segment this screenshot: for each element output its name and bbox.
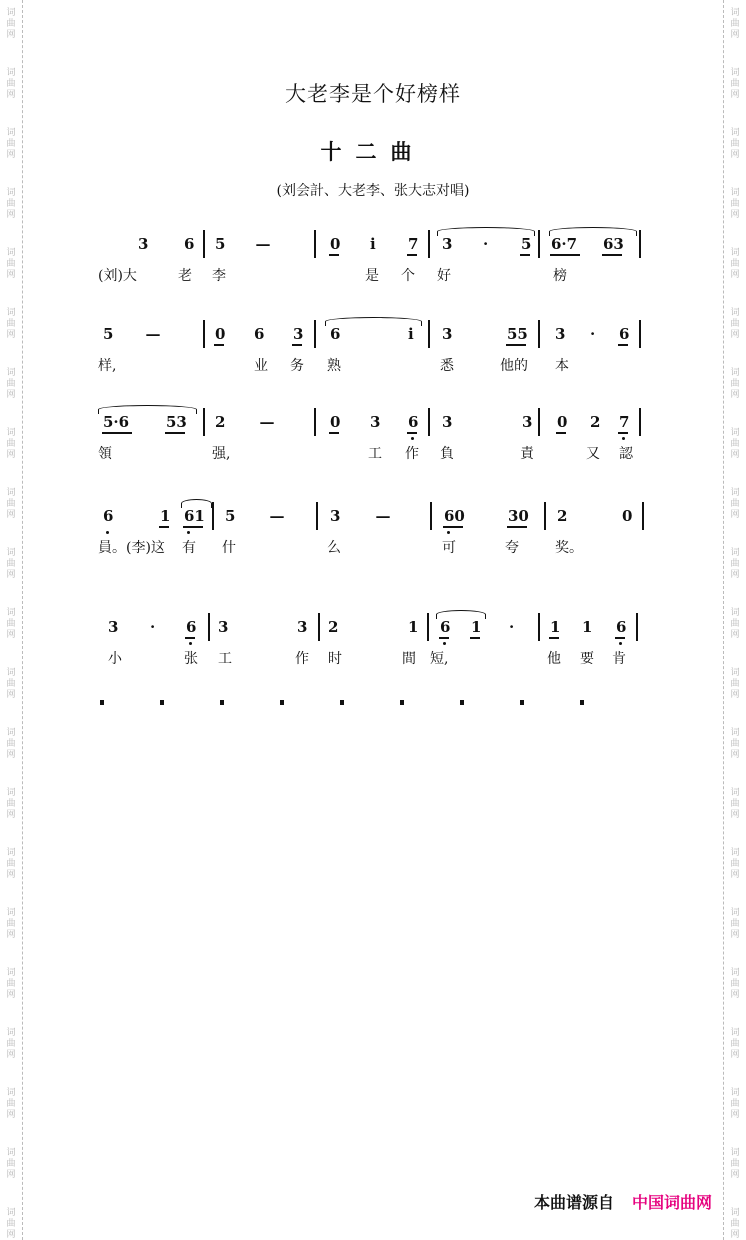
note: 3: [442, 325, 453, 343]
lower-dot: [106, 531, 109, 534]
slur: [436, 610, 486, 619]
barline: [639, 230, 641, 258]
note: 7: [408, 235, 419, 253]
lyric: (刘)大: [98, 268, 137, 284]
watermark-text: 词 曲 网: [6, 788, 16, 820]
note: 5·6: [103, 413, 130, 431]
underline: [102, 432, 132, 434]
note: 7: [619, 413, 630, 431]
slur: [181, 499, 212, 508]
lyric: 时: [328, 651, 342, 667]
lyric: 工: [218, 651, 232, 667]
note: i: [370, 235, 376, 253]
performers-note: (刘会計、大老李、张大志对唱): [276, 183, 470, 199]
barline: [212, 502, 214, 530]
lower-dot: [619, 642, 622, 645]
note: 6: [330, 325, 341, 343]
barline: [203, 408, 205, 436]
note: 5: [215, 235, 226, 253]
note: 1: [471, 618, 482, 636]
lower-dot: [443, 642, 446, 645]
watermark-text: 词 曲 网: [730, 68, 740, 100]
lower-dot: [447, 531, 450, 534]
watermark-text: 词 曲 网: [730, 248, 740, 280]
barline: [428, 320, 430, 348]
lyric: 夸: [505, 540, 519, 556]
barline: [203, 230, 205, 258]
underline: [602, 254, 622, 256]
lyric: 有: [182, 540, 196, 556]
watermark-text: 词 曲 网: [6, 848, 16, 880]
note: 0: [557, 413, 568, 431]
lyric: 肯: [612, 651, 626, 667]
watermark-text: 词 曲 网: [730, 128, 740, 160]
dash-note: —: [255, 235, 271, 253]
underline: [165, 432, 185, 434]
watermark-text: 词 曲 网: [6, 488, 16, 520]
lyric: 好: [437, 268, 451, 284]
note: 6: [103, 507, 114, 525]
barline: [208, 613, 210, 641]
underline: [407, 254, 417, 256]
lyric: 业: [254, 358, 268, 374]
lower-dot: [622, 437, 625, 440]
note: 6: [408, 413, 419, 431]
note: 53: [166, 413, 187, 431]
note: 6: [184, 235, 195, 253]
lyric: 个: [401, 268, 415, 284]
note: 1: [550, 618, 561, 636]
note: ·: [150, 618, 156, 636]
barline: [636, 613, 638, 641]
dash-note: —: [269, 507, 285, 525]
barline: [314, 230, 316, 258]
lower-dot: [187, 531, 190, 534]
note: 3: [108, 618, 119, 636]
watermark-text: 词 曲 网: [730, 1088, 740, 1120]
underline: [214, 344, 224, 346]
watermark-text: 词 曲 网: [6, 1148, 16, 1180]
note: 5: [521, 235, 532, 253]
watermark-text: 词 曲 网: [6, 188, 16, 220]
note: 3: [218, 618, 229, 636]
underline: [556, 432, 566, 434]
underline: [506, 344, 526, 346]
watermark-text: 词 曲 网: [6, 1028, 16, 1060]
note: 3: [293, 325, 304, 343]
note: 3: [442, 235, 453, 253]
barline: [639, 320, 641, 348]
lower-dot: [411, 437, 414, 440]
watermark-text: 词 曲 网: [6, 1208, 16, 1240]
barline: [544, 502, 546, 530]
underline: [549, 637, 559, 639]
barline: [538, 408, 540, 436]
dash-note: —: [375, 507, 391, 525]
watermark-text: 词 曲 网: [6, 128, 16, 160]
lyric: 責: [520, 446, 534, 462]
note: 60: [444, 507, 465, 525]
note: 30: [508, 507, 529, 525]
lyric: 短,: [430, 651, 449, 667]
barline: [642, 502, 644, 530]
watermark-text: 词 曲 网: [730, 1208, 740, 1240]
watermark-text: 词 曲 网: [730, 548, 740, 580]
watermark-text: 词 曲 网: [730, 608, 740, 640]
watermark-text: 词 曲 网: [6, 308, 16, 340]
note: 6·7: [551, 235, 578, 253]
source-site-link[interactable]: 中国词曲网: [631, 1193, 712, 1212]
note: 0: [622, 507, 633, 525]
lyric: 作: [295, 651, 309, 667]
dash-note: —: [259, 413, 275, 431]
note: 1: [160, 507, 171, 525]
watermark-text: 词 曲 网: [6, 608, 16, 640]
barline: [428, 230, 430, 258]
lyric: 榜: [553, 268, 567, 284]
lyric: 奖。: [555, 540, 583, 556]
watermark-text: 词 曲 网: [730, 428, 740, 460]
note: 6: [440, 618, 451, 636]
watermark-text: 词 曲 网: [6, 668, 16, 700]
lyric: 作: [405, 446, 419, 462]
tune-name: 十二曲: [320, 139, 426, 164]
note: 0: [330, 235, 341, 253]
lyric: 可: [442, 540, 456, 556]
underline: [520, 254, 530, 256]
lyric: 本: [555, 358, 569, 374]
note: 0: [215, 325, 226, 343]
watermark-text: 词 曲 网: [730, 1028, 740, 1060]
watermark-text: 词 曲 网: [730, 728, 740, 760]
slur: [98, 405, 197, 414]
note: 3: [138, 235, 149, 253]
lyric: 老: [178, 268, 192, 284]
lyric: 他的: [500, 358, 528, 374]
note: ·: [509, 618, 515, 636]
watermark-text: 词 曲 网: [730, 368, 740, 400]
barline: [538, 320, 540, 348]
note: 2: [215, 413, 226, 431]
note: 61: [184, 507, 205, 525]
watermark-text: 词 曲 网: [730, 668, 740, 700]
barline: [318, 613, 320, 641]
barline: [314, 320, 316, 348]
underline: [618, 344, 628, 346]
watermark-text: 词 曲 网: [730, 8, 740, 40]
watermark-text: 词 曲 网: [6, 968, 16, 1000]
source-label: 本曲谱源自: [533, 1193, 614, 1212]
source-credit: [534, 1190, 712, 1213]
barline: [639, 408, 641, 436]
dash-note: —: [145, 325, 161, 343]
note: 55: [507, 325, 528, 343]
watermark-text: 词 曲 网: [730, 788, 740, 820]
slur: [325, 317, 422, 326]
barline: [203, 320, 205, 348]
note: 1: [408, 618, 419, 636]
lyric: 又: [586, 446, 600, 462]
lyric: 要: [580, 651, 594, 667]
lyric: 工: [368, 446, 382, 462]
lyric: 小: [108, 651, 122, 667]
note: 3: [522, 413, 533, 431]
watermark-text: 词 曲 网: [6, 548, 16, 580]
lyric: 样,: [98, 358, 117, 374]
note: 3: [370, 413, 381, 431]
watermark-text: 词 曲 网: [6, 728, 16, 760]
barline: [538, 230, 540, 258]
slur: [437, 227, 535, 236]
lyric: 李: [212, 268, 226, 284]
note: 63: [603, 235, 624, 253]
barline: [427, 613, 429, 641]
watermark-text: 词 曲 网: [6, 908, 16, 940]
note: 6: [254, 325, 265, 343]
lyric: 員。(李)这: [98, 540, 165, 556]
note: 2: [328, 618, 339, 636]
note: 5: [225, 507, 236, 525]
lyric: 悉: [440, 358, 454, 374]
underline: [443, 526, 463, 528]
watermark-text: 词 曲 网: [730, 908, 740, 940]
note: 5: [103, 325, 114, 343]
lyric: 强,: [212, 446, 231, 462]
note: 3: [297, 618, 308, 636]
watermark-text: 词 曲 网: [730, 968, 740, 1000]
lyric: 么: [327, 540, 341, 556]
watermark-text: 词 曲 网: [6, 368, 16, 400]
note: 1: [582, 618, 593, 636]
lyric: 务: [290, 358, 304, 374]
underline: [292, 344, 302, 346]
watermark-text: 词 曲 网: [6, 248, 16, 280]
watermark-text: 词 曲 网: [6, 68, 16, 100]
note: 2: [590, 413, 601, 431]
song-title: 大老李是个好榜样: [285, 82, 461, 106]
underline: [618, 432, 628, 434]
watermark-text: 词 曲 网: [6, 1088, 16, 1120]
underline: [615, 637, 625, 639]
watermark-text: 词 曲 网: [730, 1148, 740, 1180]
barline: [316, 502, 318, 530]
note: 3: [330, 507, 341, 525]
slur: [549, 227, 637, 236]
barline: [538, 613, 540, 641]
watermark-text: 词 曲 网: [730, 848, 740, 880]
lyric: 熟: [327, 358, 341, 374]
note: 3: [555, 325, 566, 343]
underline: [470, 637, 480, 639]
watermark-text: 词 曲 网: [730, 188, 740, 220]
note: 2: [557, 507, 568, 525]
lyric: 什: [222, 540, 236, 556]
underline: [439, 637, 449, 639]
note: ·: [590, 325, 596, 343]
underline: [407, 432, 417, 434]
watermark-text: 词 曲 网: [730, 488, 740, 520]
note: 0: [330, 413, 341, 431]
underline: [329, 254, 339, 256]
barline: [428, 408, 430, 436]
underline: [183, 526, 203, 528]
lyric: 是: [365, 268, 379, 284]
underline: [507, 526, 527, 528]
lyric: 他: [547, 651, 561, 667]
note: i: [408, 325, 414, 343]
note: 6: [619, 325, 630, 343]
underline: [329, 432, 339, 434]
note: 6: [616, 618, 627, 636]
watermark-text: 词 曲 网: [6, 428, 16, 460]
cut-off-line: [100, 700, 640, 705]
lyric: 認: [619, 446, 633, 462]
barline: [430, 502, 432, 530]
lyric: 領: [98, 446, 112, 462]
underline: [550, 254, 580, 256]
barline: [314, 408, 316, 436]
underline: [185, 637, 195, 639]
watermark-text: 词 曲 网: [6, 8, 16, 40]
lyric: 张: [184, 651, 198, 667]
lyric: 負: [440, 446, 454, 462]
watermark-text: 词 曲 网: [730, 308, 740, 340]
note: 6: [186, 618, 197, 636]
underline: [159, 526, 169, 528]
note: ·: [483, 235, 489, 253]
lyric: 間: [402, 651, 416, 667]
lower-dot: [189, 642, 192, 645]
note: 3: [442, 413, 453, 431]
